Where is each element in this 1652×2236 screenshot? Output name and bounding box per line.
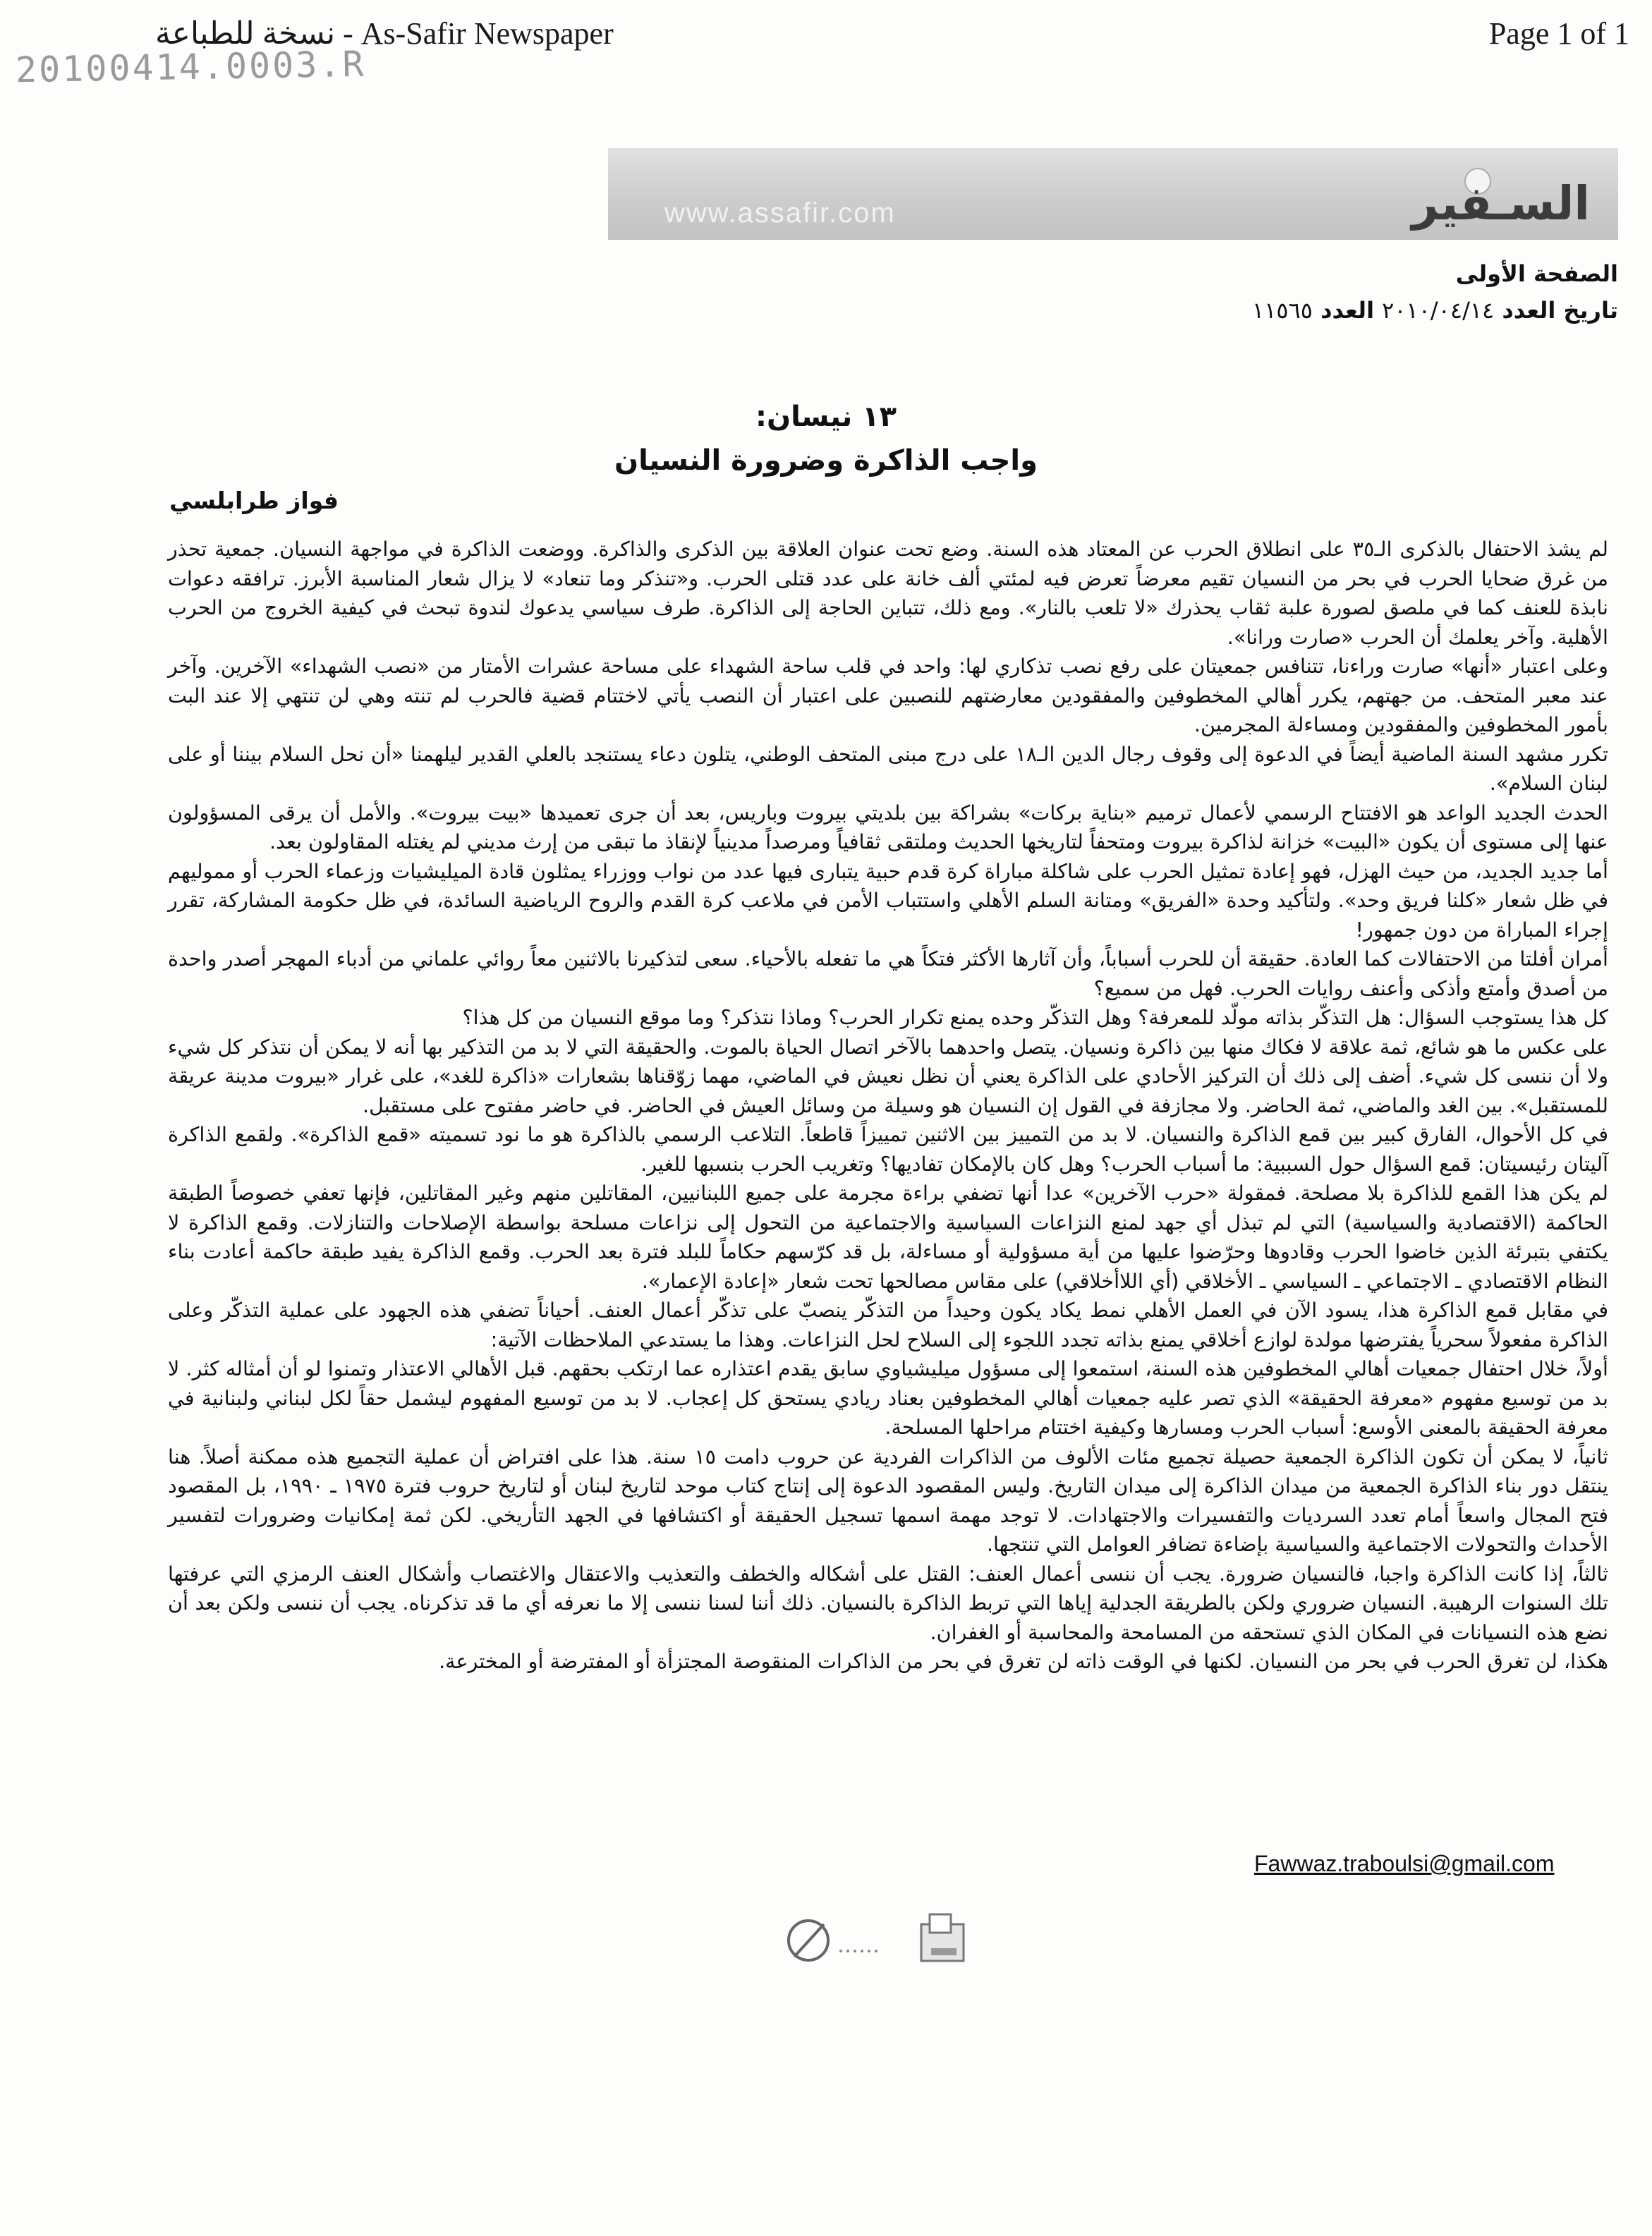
issue-value: ١١٥٦٥ <box>1252 297 1313 324</box>
paragraph: في كل الأحوال، الفارق كبير بين قمع الذاكرة والنسيان. لا بد من التمييز بين الاثنين تمييزاً قاطعاً. التلاعب الرسمي بالذاكرة هو ما نود تسميته «قمع الذاكرة». ولقمع الذاكرة آليتان رئيسيتان: قمع السؤال حول السببية: ما أسباب الحرب؟ وهل كان بالإمكان تفاديها؟ وتغريب الحرب بنسبها للغير. <box>168 1122 1608 1176</box>
paragraph: هكذا، لن تغرق الحرب في بحر من النسيان. لكنها في الوقت ذاته لن تغرق في بحر من الذاكرات المنقوصة المجتزأة أو المفترضة أو المخترعة. <box>439 1649 1608 1673</box>
newspaper-banner <box>608 148 1618 240</box>
banner-url: www.assafir.com <box>664 198 896 229</box>
dotted-divider-icon <box>839 1950 877 1952</box>
paragraph: الحدث الجديد الواعد هو الافتتاح الرسمي لأعمال ترميم «بناية بركات» بشراكة بين بلديتي بيروت وباريس، بعد أن جرى تعميدها «بيت بيروت». والأمل أن يرقى المسؤولون عنها إلى مستوى أن يكون «البيت» خزانة لذاكرة بيروت ومتحفاً لتاريخها الحديث وملتقى ثقافياً ومرصداً مدينياً لإنقاذ ما تبقى من إرث مديني لم يغتله المقاولون بعد. <box>168 800 1608 853</box>
paragraph: لم يشذ الاحتفال بالذكرى الـ٣٥ على انطلاق الحرب عن المعتاد هذه السنة. وضع تحت عنوان العلاقة بين الذكرى والذاكرة. ووضعت الذاكرة في مواجهة النسيان. جمعية تحذر من غرق ضحايا الحرب في بحر من النسيان تقيم معرضاً تعرض فيه لمئتي ألف خانة على عدد قتلى الحرب. و«تنذكر وما تنعاد» لا يزال شعار المناسبة الأبرز. ترافقه دعوات نابذة للعنف كما في ملصق لصورة علبة ثقاب يحذرك «لا تلعب بالنار». ومع ذلك، تتباين الحاجة إلى الذاكرة. طرف سياسي يدعوك لندوة تبحث في كيفية الخروج من الحرب الأهلية. وآخر يعلمك أن الحرب «صارت ورانا». <box>168 537 1608 649</box>
section-label: الصفحة الأولى <box>1455 260 1618 287</box>
issue-line <box>1252 292 1618 329</box>
issue-label: العدد <box>1320 297 1375 324</box>
article-author: فواز طرابلسي <box>169 487 339 514</box>
paragraph: في مقابل قمع الذاكرة هذا، يسود الآن في العمل الأهلي نمط يكاد يكون وحيداً من التذكّر ينصبّ على تذكّر أعمال العنف. أحياناً تضفي هذه الجهود على عملية التذكّر وعلى الذاكرة مفعولاً سحرياً يفترضها مولدة لوازع أخلاقي يمنع بذاته تجدد اللجوء إلى السلاح لحل النزاعات. وهذا ما يستدعي الملاحظات الآتية: <box>168 1298 1608 1351</box>
paragraph: وعلى اعتبار «أنها» صارت وراءنا، تتنافس جمعيتان على رفع نصب تذكاري لها: واحد في قلب ساحة الشهداء على مساحة عشرات الأمتار من «نصب الشهداء» الآخرين. وآخر عند معبر المتحف. من جهتهم، يكرر أهالي المخطوفين والمفقودين معارضتهم للنصبين على اعتبار أن النصب يأتي لاختتام قضية فالحرب لم تنته وهي لن تنتهي إلا عند البت بأمور المخطوفين والمفقودين ومساءلة المجرمين. <box>168 654 1608 736</box>
headline-line-2: واجب الذاكرة وضرورة النسيان <box>614 444 1038 477</box>
paragraph: أما جديد الجديد، من حيث الهزل، فهو إعادة تمثيل الحرب على شاكلة مباراة كرة قدم حبية يتبارى فيها عدد من نواب ووزراء يمثلون قادة الميليشيات وزعماء الحرب أو مموليهم في ظل شعار «كلنا فريق وحد». ولتأكيد وحدة «الفريق» ومتانة السلم الأهلي واستتباب الأمن في ملاعب كرة القدم والروح الرياضية السائدة، في ظل حكومة المشاركة، تقرر إجراء المباراة من دون جمهور! <box>168 858 1608 942</box>
paragraph: أولاً، خلال احتفال جمعيات أهالي المخطوفين هذه السنة، استمعوا إلى مسؤول ميليشياوي سابق يقدم اعتذاره عما ارتكب بحقهم. قبل الأهالي الاعتذار وتمنوا لو أن أمثاله كثر. لا بد من توسيع مفهوم «معرفة الحقيقة» الذي تصر عليه جمعيات أهالي المخطوفين بعناد ريادي يستحق كل إعجاب. لا بد من توسيع المفهوم ليشمل حقاً لكل لبناني ولبنانية في معرفة الحقيقة بالمعنى الأوسع: أسباب الحرب ومسارها وكيفية اختتام مراحلها المسلحة. <box>168 1356 1608 1439</box>
paragraph: تكرر مشهد السنة الماضية أيضاً في الدعوة إلى وقوف رجال الدين الـ١٨ على درج مبنى المتحف الوطني، يتلون دعاء يستنجد بالعلي القدير ليلهمنا «أن نحل السلام بيننا أو على لبنان السلام». <box>168 741 1608 795</box>
no-print-icon <box>789 1921 828 1960</box>
paragraph: أمران أفلتا من الاحتفالات كما العادة. حقيقة أن للحرب أسباباً، وأن آثارها الأكثر فتكاً هي ما تفعله بالأحياء. سعى لتذكيرنا بالاثنين معاً روائي علماني من أدباء المهجر أصدر واحدة من أصدق وأمتع وأذكى وأعنف روايات الحرب. فهل من سميع؟ <box>168 947 1608 1000</box>
issue-meta <box>1252 255 1618 329</box>
newspaper-logo: السـفير <box>1411 176 1590 231</box>
date-value: ٢٠١٠/٠٤/١٤ <box>1382 297 1495 324</box>
author-email-link[interactable]: Fawwaz.traboulsi@gmail.com <box>1254 1851 1555 1876</box>
paragraph: ثانياً، لا يمكن أن تكون الذاكرة الجمعية حصيلة تجميع مئات الألوف من الذاكرات الفردية عن حروب دامت ١٥ سنة. هذا على افتراض أن عملية التجميع هذه ممكنة أصلاً. هنا ينتقل دور بناء الذاكرة الجمعية من ميدان الذاكرة إلى ميدان التاريخ. وليس المقصود الدعوة إلى إنتاج كتاب موحد لتاريخ لبنان أو لتاريخ حروب فترة ١٩٧٥ ـ ١٩٩٠، بل المقصود فتح المجال واسعاً أمام تعدد السرديات والتفسيرات والاجتهادات. لا توجد مهمة اسمها تسجيل الحقيقة أو اكتشافها في الجهد التأريخي. لكن ثمة إمكانيات وضرورات لتفسير الأحداث والتحولات الاجتماعية والسياسية بإضاءة تضافر العوامل التي تنتجها. <box>168 1444 1609 1556</box>
page-number: Page 1 of 1 <box>1488 16 1629 51</box>
headline-line-1: ١٣ نيسان: <box>755 401 897 433</box>
article-body <box>168 535 1608 1677</box>
print-icons <box>780 1909 992 1972</box>
site-title: نسخة للطباعة - As-Safir Newspaper <box>155 16 614 51</box>
date-label: تاريخ العدد <box>1502 297 1618 324</box>
paragraph: على عكس ما هو شائع، ثمة علاقة لا فكاك منها بين ذاكرة ونسيان. يتصل واحدهما بالآخر اتصال الحياة بالموت. والحقيقة التي لا بد من التذكير بها أنه لا يمكن أن نتذكر كل شيء ولا أن ننسى كل شيء. أضف إلى ذلك أن التركيز الأحادي على الذاكرة يعني أن نظل نعيش في الماضي، مهما زوّقناها بشعارات «ذاكرة للغد»، على غرار «بيروت مدينة عريقة للمستقبل». بين الغد والماضي، ثمة الحاضر. ولا مجازفة في القول إن النسيان هو وسيلة من وسائل العيش في الحاضر. في حاضر مفتوح على مستقبل. <box>168 1034 1608 1117</box>
paragraph: ثالثاً، إذا كانت الذاكرة واجبا، فالنسيان ضرورة. يجب أن ننسى أعمال العنف: القتل على أشكاله والخطف والتعذيب والاعتقال والاغتصاب وأشكال العنف الرمزي التي عرفتها تلك السنوات الرهيبة. النسيان ضروري ولكن بالطريقة الجدلية إياها التي تربط الذاكرة بالنسيان. ذلك أننا لسنا ننسى إلا ما نعرفه أي ما قد تذكرناه. يجب أن ننسى ولكن بعد أن نضع هذه النسيانات في المكان الذي تستحقه من المسامحة والمحاسبة أو الغفران. <box>168 1561 1608 1644</box>
paragraph: لم يكن هذا القمع للذاكرة بلا مصلحة. فمقولة «حرب الآخرين» عدا أنها تضفي براءة مجرمة على جميع اللبنانيين، المقاتلين منهم وغير المقاتلين، فإنها تعفي خصوصاً الطبقة الحاكمة (الاقتصادية والسياسية) التي لم تبذل أي جهد لمنع النزاعات السياسية والاجتماعية من التحول إلى نزاعات مسلحة بواسطة الإصلاحات والتنازلات. وقمع الذاكرة لا يكتفي بتبرئة الذين خاضوا الحرب وقادوها وحرّضوا عليها من أية مسؤولية أو مساءلة، بل قد كرّسهم حكاماً للبلد فترة بعد الحرب. وقمع الذاكرة يفيد طبقة حاكمة أعادت بناء النظام الاقتصادي ـ الاجتماعي ـ السياسي ـ الأخلاقي (أي اللاأخلاقي) على مقاس مصالحها تحت شعار «إعادة الإعمار». <box>168 1181 1608 1293</box>
archive-stamp: 20100414.0003.R <box>15 43 367 91</box>
paragraph: كل هذا يستوجب السؤال: هل التذكّر بذاته مولّد للمعرفة؟ وهل التذكّر وحده يمنع تكرار الحرب؟ وماذا نتذكر؟ وما موقع النسيان من كل هذا؟ <box>462 1005 1608 1029</box>
article-headline <box>0 395 1652 482</box>
printer-icon <box>921 1914 964 1961</box>
